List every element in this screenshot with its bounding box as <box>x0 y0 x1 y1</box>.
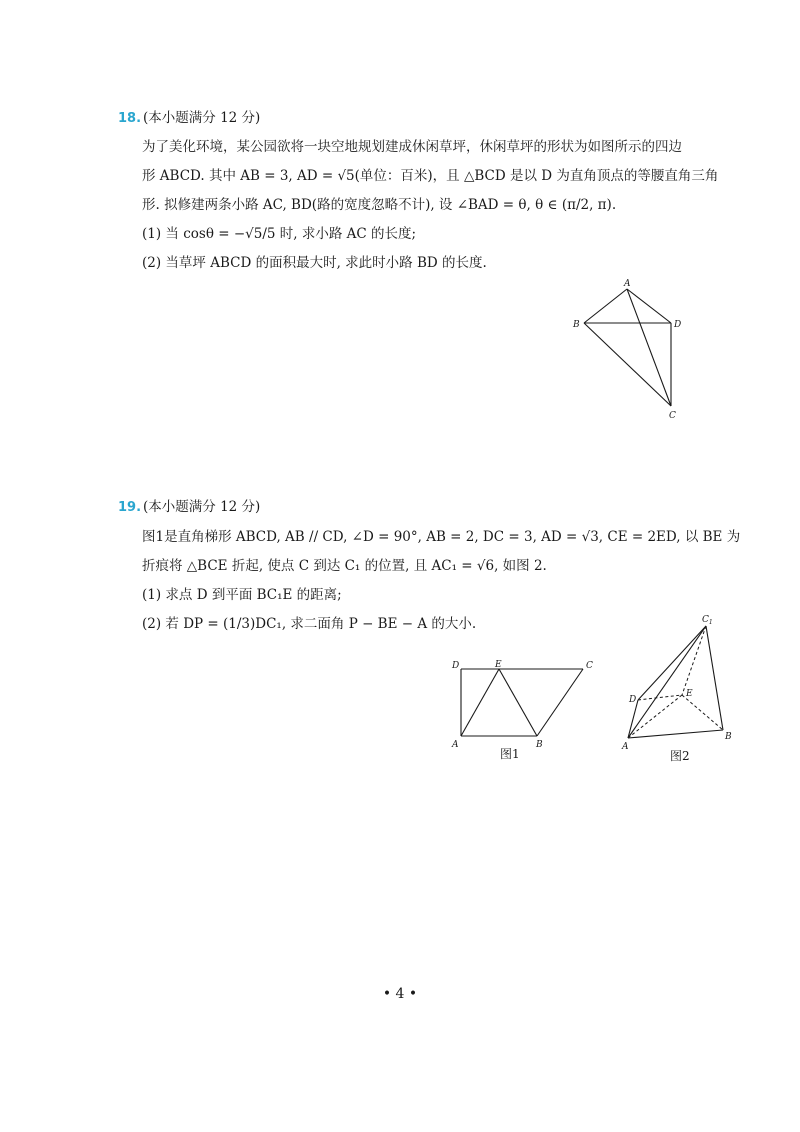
problem-19-header-row <box>118 495 718 519</box>
segment-c1b <box>706 626 723 730</box>
problem-19-question-2: (2) 若 DP = (1/3)DC₁, 求二面角 P − BE − A 的大小. <box>142 616 477 632</box>
label-e: E <box>686 689 693 699</box>
segment-c1a <box>628 626 706 738</box>
problem-19-line-1: 图1是直角梯形 ABCD, AB // CD, ∠D = 90°, AB = 2, DC = 3, AD = √3, CE = 2ED, 以 BE 为 <box>142 529 741 545</box>
segment-da <box>628 700 638 738</box>
segment-de-hidden <box>638 695 682 700</box>
label-a: A <box>622 742 629 752</box>
label-b: B <box>725 732 732 742</box>
problem-18-line-1: 为了美化环境，某公园欲将一块空地规划建成休闲草坪，休闲草坪的形状为如图所示的四边 <box>142 139 682 155</box>
label-c: C <box>586 661 593 671</box>
label-a: A <box>624 279 631 289</box>
problem-18-header-row <box>118 106 718 130</box>
label-b: B <box>573 320 580 330</box>
segment-ab <box>584 289 627 323</box>
problem-18 <box>118 106 718 278</box>
segment-eb <box>499 669 537 736</box>
label-d: D <box>452 661 460 671</box>
problem-19-score: (本小题满分 12 分) <box>143 499 261 515</box>
problem-19-question-1: (1) 求点 D 到平面 BC₁E 的距离; <box>142 587 342 603</box>
label-d: D <box>674 320 682 330</box>
figure-2-caption: 图2 <box>670 749 690 763</box>
problem-19-figure-2 <box>618 612 748 772</box>
problem-19-figure-1 <box>448 656 608 766</box>
problem-18-figure <box>560 275 700 425</box>
figure-1-caption: 图1 <box>500 747 520 761</box>
label-d: D <box>629 695 637 705</box>
segment-bc <box>584 323 671 406</box>
segment-eb-hidden <box>682 695 723 730</box>
problem-19-number: 19. <box>118 500 142 515</box>
label-c: C <box>669 411 676 421</box>
segment-c1e-hidden <box>682 626 706 695</box>
label-a: A <box>452 740 459 750</box>
segment-ae <box>461 669 499 736</box>
label-e: E <box>495 660 502 670</box>
problem-18-line-2: 形 ABCD. 其中 AB = 3, AD = √5(单位：百米)，且 △BCD 是以 D 为直角顶点的等腰直角三角 <box>142 168 719 184</box>
label-c1-subscript: 1 <box>708 619 713 626</box>
segment-c1d <box>638 626 706 700</box>
problem-18-number: 18. <box>118 111 142 126</box>
label-c1-letter: C <box>702 615 709 625</box>
problem-18-line-3: 形. 拟修建两条小路 AC, BD(路的宽度忽略不计), 设 ∠BAD = θ, θ ∈ (π/2, π). <box>142 197 617 213</box>
problem-19-line-2: 折痕将 △BCE 折起, 使点 C 到达 C₁ 的位置, 且 AC₁ = √6, 如图 2. <box>142 558 547 574</box>
label-c1 <box>702 615 713 626</box>
segment-ab <box>628 730 723 738</box>
label-b: B <box>536 740 543 750</box>
problem-18-question-1: (1) 当 cosθ = −√5/5 时, 求小路 AC 的长度; <box>142 226 417 242</box>
segment-bc <box>537 669 583 736</box>
page-number: • 4 • <box>382 986 418 1002</box>
problem-18-score: (本小题满分 12 分) <box>143 110 261 126</box>
problem-18-question-2: (2) 当草坪 ABCD 的面积最大时, 求此时小路 BD 的长度. <box>142 255 487 271</box>
